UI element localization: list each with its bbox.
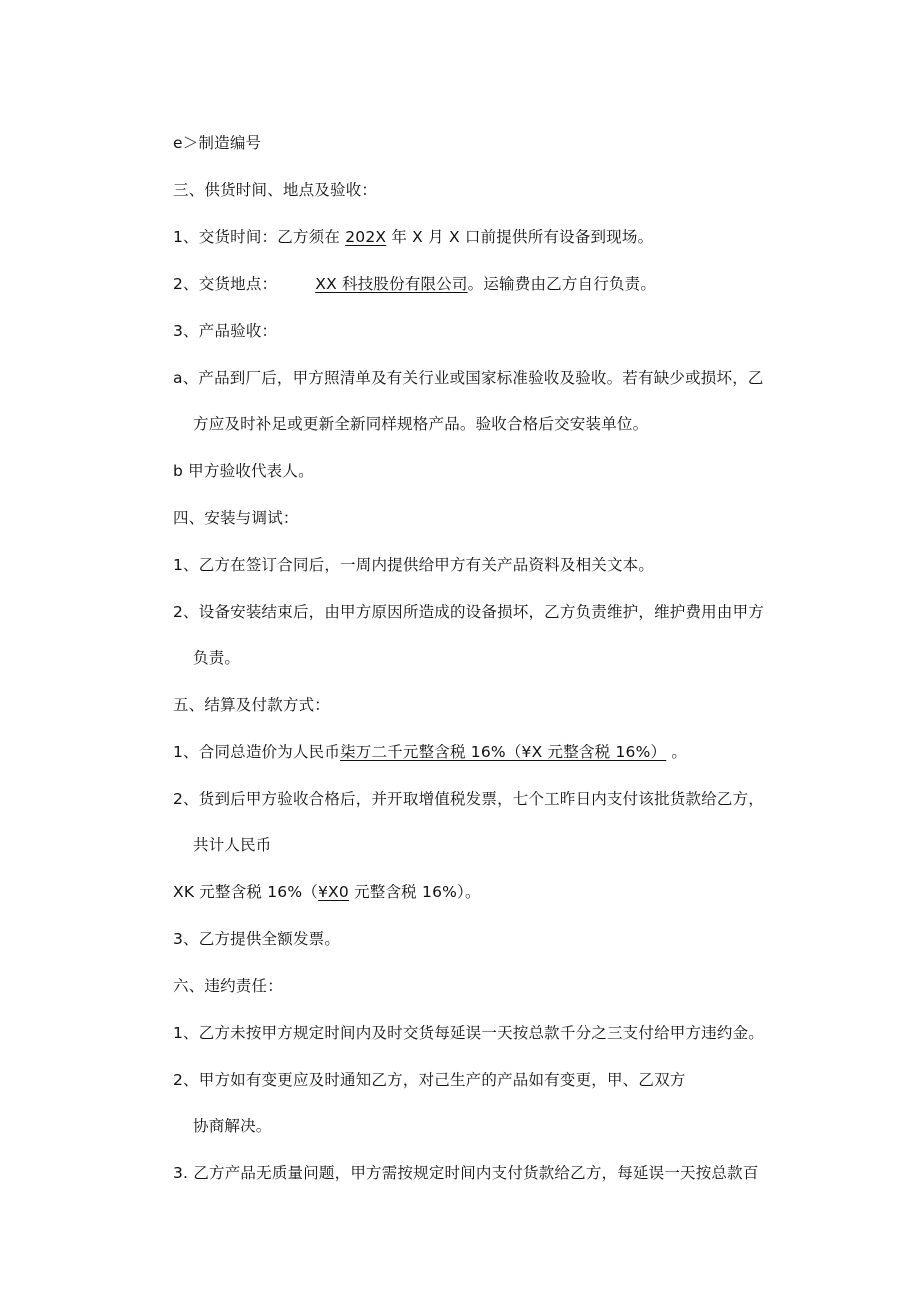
breach-item-2-line1: 2、甲方如有变更应及时通知乙方，对己生产的产品如有变更，甲、乙双方 (173, 1071, 686, 1089)
section-4-heading: 四、安装与调试： (173, 509, 299, 527)
invoice-item-3: 3、乙方提供全额发票。 (173, 930, 341, 948)
total-price-line: 1、合同总造价为人民币柒万二千元整含税 16%（¥X 元整含税 16%） 。 (173, 743, 688, 761)
section-5-heading: 五、结算及付款方式： (173, 696, 331, 714)
product-acceptance-heading: 3、产品验收： (173, 322, 278, 340)
payment-item-2-line2: 共计人民币 (193, 836, 272, 854)
delivery-place-line: 2、交货地点： XX 科技股份有限公司。运输费由乙方自行负责。 (173, 275, 657, 293)
breach-item-1: 1、乙方未按甲方规定时间内及时交货每延误一天按总款千分之三支付给甲方违约金。 (173, 1024, 764, 1042)
acceptance-b-line: b 甲方验收代表人。 (173, 462, 314, 480)
delivery-year: 202X (345, 228, 387, 246)
item-e-manufacture-number: e＞制造编号 (173, 134, 262, 152)
total-price-amount: 柒万二千元整含税 16%（¥X 元整含税 16%） (340, 743, 667, 761)
breach-item-2-line2: 协商解决。 (193, 1117, 272, 1135)
acceptance-a-line2: 方应及时补足或更新全新同样规格产品。验收合格后交安装单位。 (193, 415, 649, 433)
delivery-time-line: 1、交货时间：乙方须在 202X 年 X 月 X 口前提供所有设备到现场。 (173, 228, 654, 246)
section-3-heading: 三、供货时间、地点及验收： (173, 181, 378, 199)
payment-item-2-line1: 2、货到后甲方验收合格后，并开取增值税发票，七个工昨日内支付该批货款给乙方， (173, 790, 764, 808)
payment-amount-value: ¥X0 (318, 883, 349, 901)
acceptance-a-line1: a、产品到厂后，甲方照清单及有关行业或国家标准验收及验收。若有缺少或损坏，乙 (173, 369, 764, 387)
breach-item-3: 3. 乙方产品无质量问题，甲方需按规定时间内支付货款给乙方，每延误一天按总款百 (173, 1164, 759, 1182)
payment-amount-line: XK 元整含税 16%（¥X0 元整含税 16%）。 (173, 883, 481, 901)
install-item-1: 1、乙方在签订合同后，一周内提供给甲方有关产品资料及相关文本。 (173, 556, 655, 574)
section-6-heading: 六、违约责任： (173, 977, 283, 995)
delivery-company: XX 科技股份有限公司 (315, 275, 468, 293)
install-item-2-line2: 负责。 (193, 649, 241, 667)
install-item-2-line1: 2、设备安装结束后，由甲方原因所造成的设备损坏，乙方负责维护，维护费用由甲方 (173, 603, 764, 621)
